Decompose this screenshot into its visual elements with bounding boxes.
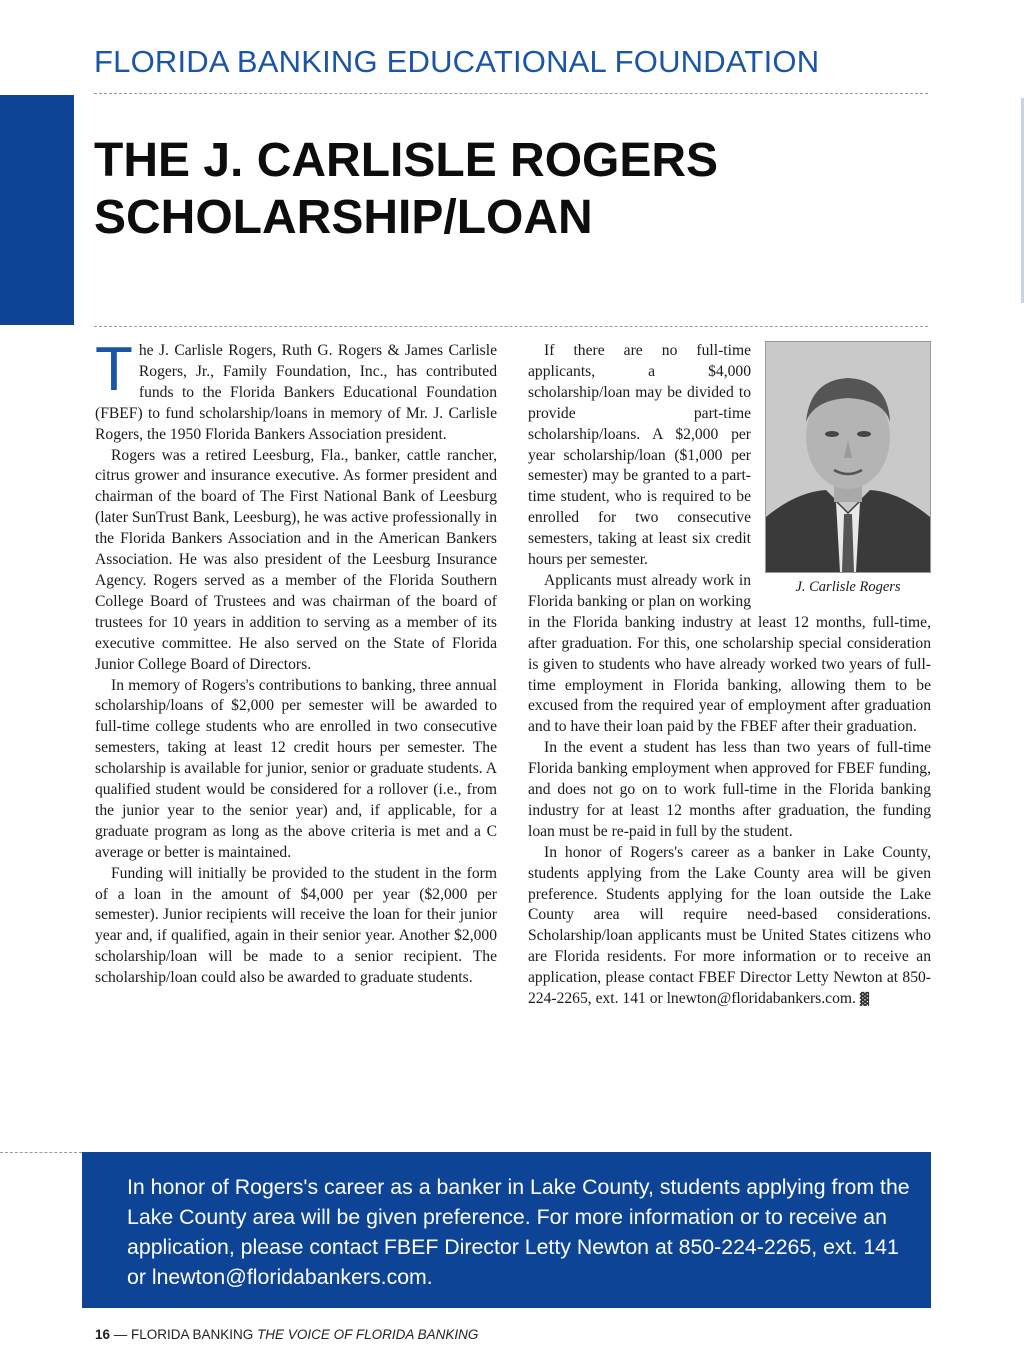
paragraph: Rogers was a retired Leesburg, Fla., banker, cattle rancher, citrus grower and insurance executive. As former president and chairman of the board of The First National Bank of Leesburg (later SunTrust Bank, Leesburg), he was active professionally in the Florida Bankers Association and in the American Bankers Association. He was also president of the Leesburg Insurance Agency. Rogers served as a member of the Florida Southern College Board of Trustees and was chairman of the board of trustees for 10 years in addition to serving as a member of its executive committee. He also served on the State of Florida Junior College Board of Directors. <box>95 446 497 673</box>
title-line-1: THE J. CARLISLE ROGERS <box>94 134 719 187</box>
callout-text: In honor of Rogers's career as a banker in Lake County, students applying from the Lake County area will be given preference. For more information or to receive an application, please contact FBEF Director Letty Newton at 850-224-2265, ext. 141 or lnewton@floridabankers.com. <box>127 1175 910 1289</box>
accent-bar <box>0 95 74 325</box>
footer-tagline: THE VOICE OF FLORIDA BANKING <box>257 1327 479 1342</box>
divider <box>94 326 928 327</box>
paragraph: Applicants must already work in Florida banking or plan on working in the Florida banking industry at least 12 months, full-time, after graduation. For this, one scholarship special consideration is given to students who have already worked two years of full-time employment in Florida banking, allowing them to be excused from the required year of employment after graduation and to have their loan paid by the FBEF after their graduation. <box>528 571 931 736</box>
paragraph: Funding will initially be provided to the student in the form of a loan in the amount of $4,000 per year ($2,000 per semester). Junior recipients will receive the loan for their junior year and, if qualified, again in their senior year. Another $2,000 scholarship/loan will be made to a senior recipient. The scholarship/loan could also be awarded to graduate students. <box>95 864 497 987</box>
organization-name: FLORIDA BANKING EDUCATIONAL FOUNDATION <box>94 44 820 79</box>
title-line-2: SCHOLARSHIP/LOAN <box>94 191 593 244</box>
article-column-right <box>528 341 931 1010</box>
article-column-left <box>95 335 497 989</box>
page-footer <box>95 1327 478 1342</box>
paragraph: In honor of Rogers's career as a banker in Lake County, students applying from the Lake County area will be given preference. Students applying for the loan outside the Lake County area will require need-based considerations. Scholarship/loan applicants must be United States citizens who are Florida residents. For more information or to receive an application, please contact FBEF Director Letty Newton at 850-224-2265, ext. 141 or lnewton@floridabankers.com. ▓ <box>528 843 931 1008</box>
paragraph: The J. Carlisle Rogers, Ruth G. Rogers & James Carlisle Rogers, Jr., Family Foundation, Inc., has contributed funds to the Florida Bankers Educational Foundation (FBEF) to fund scholarship/loans in memory of Mr. J. Carlisle Rogers, the 1950 Florida Bankers Association president. <box>95 335 497 443</box>
portrait-image <box>766 342 930 572</box>
drop-cap: T <box>95 335 133 404</box>
photo-figure <box>765 341 931 598</box>
divider <box>94 93 928 94</box>
footer-publication: — FLORIDA BANKING <box>110 1327 258 1342</box>
photo-caption: J. Carlisle Rogers <box>795 579 901 595</box>
end-mark-icon: ▓ <box>859 992 870 1007</box>
paragraph: In memory of Rogers's contributions to banking, three annual scholarship/loans of $2,000 per semester will be awarded to full-time college students who are enrolled in two consecutive semesters, taking at least 12 credit hours per semester. The scholarship is available for junior, senior or graduate students. A qualified student would be considered for a rollover (i.e., from the junior year to the senior year) and, if applicable, for a graduate program as long as the above criteria is met and a C average or better is maintained. <box>95 676 497 861</box>
portrait-photo <box>765 341 931 573</box>
paragraph: If there are no full-time applicants, a $4,000 scholarship/loan may be divided to provide part-time scholarship/loans. A $2,000 per year scholarship/loan ($1,000 per semester) may be granted to a part-time student, who is required to be enrolled for two consecutive semesters, taking at least six credit hours per semester. <box>528 342 751 569</box>
page-title <box>94 132 718 246</box>
callout-box <box>82 1152 931 1308</box>
divider <box>0 1152 82 1153</box>
paragraph: In the event a student has less than two years of full-time Florida banking employment when approved for FBEF funding, and does not go on to work full-time in the Florida banking industry for at least 12 months after graduation, the funding loan must be re-paid in full by the student. <box>528 739 931 840</box>
page-number: 16 <box>95 1327 111 1342</box>
